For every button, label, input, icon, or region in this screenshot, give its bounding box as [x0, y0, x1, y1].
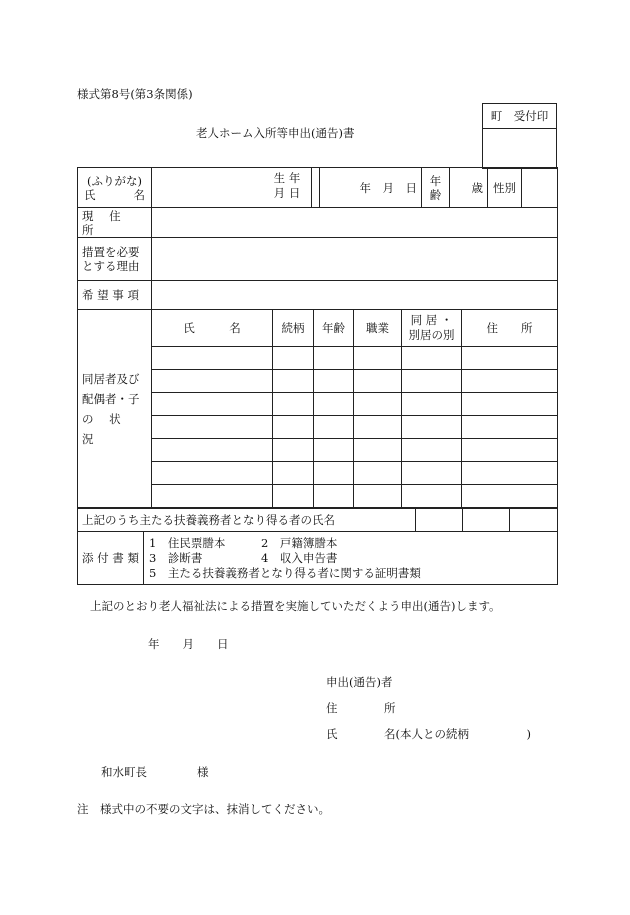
age-value[interactable]: 歳 — [450, 168, 488, 208]
table-cell[interactable] — [462, 370, 558, 393]
supporter-label: 上記のうち主たる扶養義務者となり得る者の氏名 — [78, 509, 416, 532]
table-cell[interactable] — [402, 370, 462, 393]
addressee-honorific: 様 — [197, 765, 209, 779]
supporter-field-3[interactable] — [510, 509, 558, 532]
table-cell[interactable] — [152, 439, 273, 462]
statement-text: 上記のとおり老人福祉法による措置を実施していただくよう申出(通告)します。 — [90, 599, 501, 613]
table-cell[interactable] — [402, 347, 462, 370]
table-cell[interactable] — [354, 416, 402, 439]
attachments-label: 添 付 書 類 — [78, 532, 144, 585]
applicant-name-label-a: 氏 — [326, 727, 338, 741]
table-cell[interactable] — [314, 370, 354, 393]
col-header-name: 氏 名 — [152, 310, 273, 347]
table-cell[interactable] — [402, 416, 462, 439]
household-table — [77, 309, 558, 508]
attachment-item: 4 収入申告書 — [261, 550, 338, 565]
table-cell[interactable] — [314, 485, 354, 508]
table-cell[interactable] — [273, 393, 314, 416]
wish-field[interactable] — [152, 281, 558, 310]
dob-label — [312, 168, 320, 208]
supporter-table — [77, 508, 558, 532]
col-header-cohabitation: 同 居 ・ 別居の別 — [402, 310, 462, 347]
table-cell[interactable] — [152, 370, 273, 393]
table-cell[interactable] — [273, 485, 314, 508]
attachments-list — [144, 532, 558, 585]
dob-value[interactable]: 年 月 日 — [320, 168, 422, 208]
supporter-field-2[interactable] — [463, 509, 510, 532]
receipt-stamp-box — [482, 103, 557, 169]
attachment-item: 3 診断書 — [149, 550, 203, 565]
table-cell[interactable] — [462, 462, 558, 485]
address-field[interactable] — [152, 208, 558, 238]
table-cell[interactable] — [273, 439, 314, 462]
table-cell[interactable] — [402, 462, 462, 485]
wish-label: 希 望 事 項 — [78, 281, 152, 310]
receipt-stamp-area[interactable] — [483, 129, 557, 169]
table-cell[interactable] — [462, 485, 558, 508]
attachment-item: 2 戸籍簿謄本 — [261, 535, 338, 550]
address-label: 現 住 所 — [78, 208, 152, 238]
col-header-address: 住 所 — [462, 310, 558, 347]
receipt-stamp-label: 町 受付印 — [483, 104, 557, 129]
table-cell[interactable] — [354, 393, 402, 416]
table-cell[interactable] — [314, 462, 354, 485]
form-reference: 様式第8号(第3条関係) — [77, 87, 193, 101]
table-cell[interactable] — [314, 439, 354, 462]
table-cell[interactable] — [402, 393, 462, 416]
table-cell[interactable] — [462, 439, 558, 462]
age-label: 年 齢 — [422, 168, 450, 208]
table-cell[interactable] — [152, 462, 273, 485]
col-header-relation: 続柄 — [273, 310, 314, 347]
household-label: 同居者及び 配偶者・子 の 状 況 — [78, 310, 152, 508]
sex-label: 性別 — [488, 168, 522, 208]
table-cell[interactable] — [314, 393, 354, 416]
main-form-table — [77, 167, 558, 310]
form-title: 老人ホーム入所等申出(通告)書 — [196, 126, 355, 140]
table-cell[interactable] — [462, 393, 558, 416]
table-cell[interactable] — [354, 347, 402, 370]
table-cell[interactable] — [354, 485, 402, 508]
attachment-item: 1 住民票謄本 — [149, 535, 226, 550]
reason-label: 措置を必要 とする理由 — [78, 238, 152, 281]
date-line: 年 月 日 — [148, 637, 229, 651]
applicant-name-label-b: 名(本人との続柄 ) — [384, 727, 531, 741]
table-cell[interactable] — [402, 485, 462, 508]
table-cell[interactable] — [354, 370, 402, 393]
table-cell[interactable] — [273, 416, 314, 439]
table-cell[interactable] — [152, 347, 273, 370]
table-cell[interactable] — [152, 393, 273, 416]
table-cell[interactable] — [273, 462, 314, 485]
table-cell[interactable] — [462, 347, 558, 370]
attachment-item: 5 主たる扶養義務者となり得る者に関する証明書類 — [149, 565, 421, 580]
table-cell[interactable] — [152, 416, 273, 439]
table-cell[interactable] — [462, 416, 558, 439]
addressee-mayor: 和水町長 — [101, 765, 147, 779]
supporter-field-1[interactable] — [416, 509, 463, 532]
table-cell[interactable] — [354, 462, 402, 485]
table-cell[interactable] — [354, 439, 402, 462]
table-cell[interactable] — [314, 416, 354, 439]
col-header-age: 年齢 — [314, 310, 354, 347]
name-label: (ふりがな) 氏 名 — [78, 168, 152, 208]
table-cell[interactable] — [152, 485, 273, 508]
applicant-address-label-b: 所 — [384, 701, 396, 715]
dob-label-text: 生 年 月 日 — [273, 171, 301, 200]
table-cell[interactable] — [402, 439, 462, 462]
sex-field[interactable] — [522, 168, 558, 208]
footnote: 注 様式中の不要の文字は、抹消してください。 — [77, 802, 330, 816]
table-cell[interactable] — [273, 347, 314, 370]
table-cell[interactable] — [273, 370, 314, 393]
table-cell[interactable] — [314, 347, 354, 370]
applicant-heading: 申出(通告)者 — [326, 675, 393, 689]
attachments-table — [77, 531, 558, 585]
applicant-address-label-a: 住 — [326, 701, 338, 715]
reason-field[interactable] — [152, 238, 558, 281]
col-header-job: 職業 — [354, 310, 402, 347]
